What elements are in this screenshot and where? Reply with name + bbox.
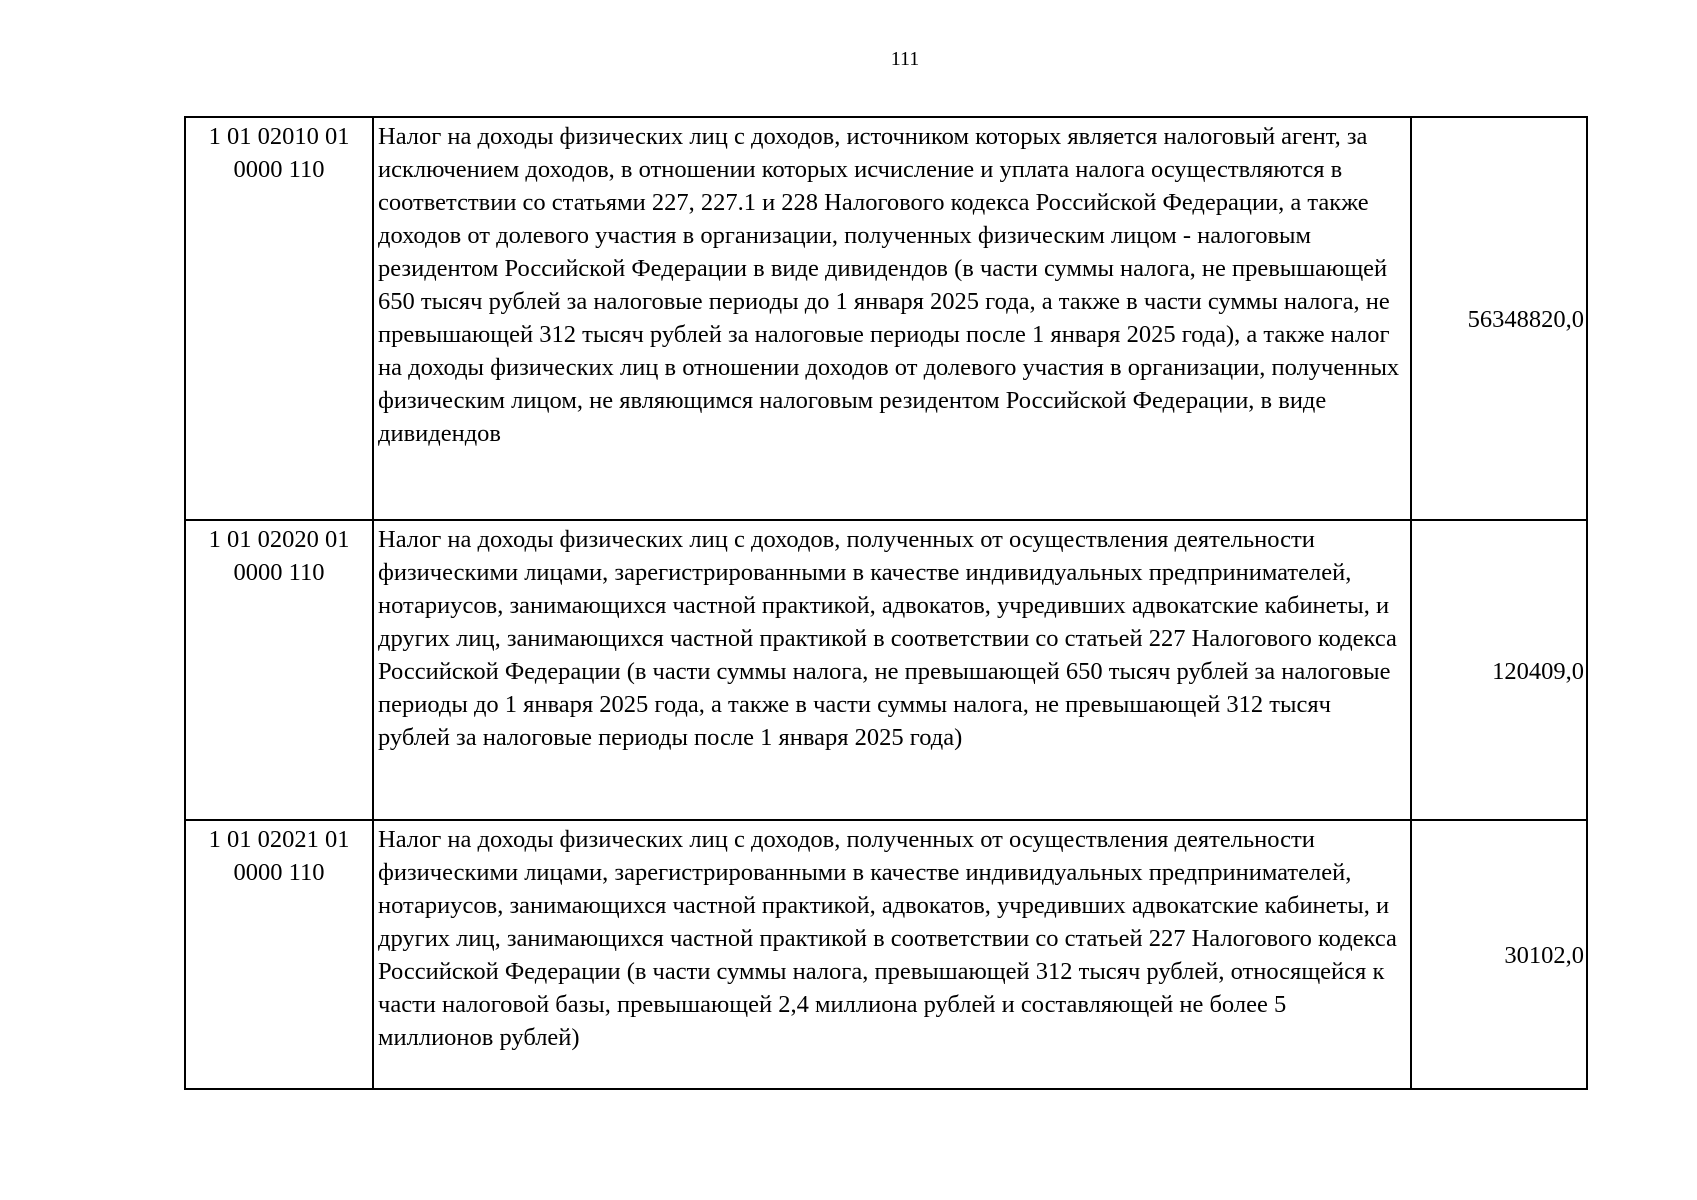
budget-classification-code: 1 01 02020 01 0000 110 xyxy=(185,520,373,820)
table-row xyxy=(185,117,1587,520)
revenue-description: Налог на доходы физических лиц с доходов, полученных от осуществления деятельности физическими лицами, зарегистрированными в качестве индивидуальных предпринимателей, нотариусов, занимающихся частной практикой, адвокатов, учредивших адвокатские кабинеты, и других лиц, занимающихся частной практикой в соответствии со статьей 227 Налогового кодекса Российской Федерации (в части суммы налога, превышающей 312 тысяч рублей, относящейся к части налоговой базы, превышающей 2,4 миллиона рублей и составляющей не более 5 миллионов рублей) xyxy=(373,820,1411,1089)
revenue-amount: 30102,0 xyxy=(1411,820,1587,1089)
table-row xyxy=(185,820,1587,1089)
revenue-description: Налог на доходы физических лиц с доходов, полученных от осуществления деятельности физическими лицами, зарегистрированными в качестве индивидуальных предпринимателей, нотариусов, занимающихся частной практикой, адвокатов, учредивших адвокатские кабинеты, и других лиц, занимающихся частной практикой в соответствии со статьей 227 Налогового кодекса Российской Федерации (в части суммы налога, не превышающей 650 тысяч рублей за налоговые периоды до 1 января 2025 года, а также в части суммы налога, не превышающей 312 тысяч рублей за налоговые периоды после 1 января 2025 года) xyxy=(373,520,1411,820)
revenue-amount: 56348820,0 xyxy=(1411,117,1587,520)
page-number: 111 xyxy=(890,48,920,70)
budget-classification-code: 1 01 02021 01 0000 110 xyxy=(185,820,373,1089)
revenue-amount: 120409,0 xyxy=(1411,520,1587,820)
table-row xyxy=(185,520,1587,820)
revenue-description: Налог на доходы физических лиц с доходов, источником которых является налоговый агент, за исключением доходов, в отношении которых исчисление и уплата налога осуществляются в соответствии со статьями 227, 227.1 и 228 Налогового кодекса Российской Федерации, а также доходов от долевого участия в организации, полученных физическим лицом - налоговым резидентом Российской Федерации в виде дивидендов (в части суммы налога, не превышающей 650 тысяч рублей за налоговые периоды до 1 января 2025 года, а также в части суммы налога, не превышающей 312 тысяч рублей за налоговые периоды после 1 января 2025 года), а также налог на доходы физических лиц в отношении доходов от долевого участия в организации, полученных физическим лицом, не являющимся налоговым резидентом Российской Федерации, в виде дивидендов xyxy=(373,117,1411,520)
budget-classification-code: 1 01 02010 01 0000 110 xyxy=(185,117,373,520)
budget-revenue-table xyxy=(184,116,1588,1090)
